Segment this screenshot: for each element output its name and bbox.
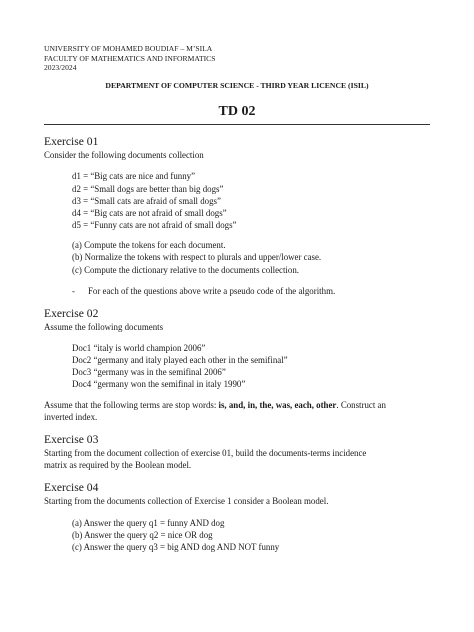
- exercise-04-intro: Starting from the documents collection of Exercise 1 consider a Boolean model.: [44, 496, 329, 506]
- exercise-04-heading: Exercise 04: [44, 481, 99, 494]
- ex1-question-a: (a) Compute the tokens for each document.: [72, 240, 226, 250]
- ex1-doc-d2: d2 = “Small dogs are better than big dogs”: [72, 184, 224, 194]
- exercise-02-intro: Assume the following documents: [44, 322, 164, 332]
- ex1-doc-d4: d4 = “Big cats are not afraid of small dogs”: [72, 208, 227, 218]
- ex1-question-c: (c) Compute the dictionary relative to the documents collection.: [72, 265, 299, 275]
- exercise-01-heading: Exercise 01: [44, 135, 99, 148]
- ex1-question-b: (b) Normalize the tokens with respect to plurals and upper/lower case.: [72, 252, 322, 262]
- ex2-doc-1: Doc1 “italy is world champion 2006”: [72, 343, 206, 353]
- page-title: TD 02: [218, 104, 256, 119]
- ex2-doc-2: Doc2 “germany and italy played each other in the semifinal”: [72, 355, 288, 365]
- ex2-doc-3: Doc3 “germany was in the semifinal 2006”: [72, 367, 226, 377]
- ex1-pseudocode-note: - For each of the questions above write a pseudo code of the algorithm.: [88, 286, 335, 296]
- ex1-doc-d5: d5 = “Funny cats are not afraid of small dogs”: [72, 220, 237, 230]
- ex1-doc-d3: d3 = “Small cats are afraid of small dogs”: [72, 196, 221, 206]
- ex4-query-c: (c) Answer the query q3 = big AND dog AND NOT funny: [72, 542, 280, 552]
- university-name: UNIVERSITY OF MOHAMED BOUDIAF – M’SILA: [44, 44, 213, 53]
- exercise-03-line-2: matrix as required by the Boolean model.: [44, 460, 192, 470]
- stop-words-suffix: . Construct an: [336, 400, 386, 410]
- exercise-02-heading: Exercise 02: [44, 307, 99, 320]
- stop-words-list: is, and, in, the, was, each, other: [218, 400, 337, 410]
- ex2-stop-words-line-2: inverted index.: [44, 412, 98, 422]
- exercise-01-intro: Consider the following documents collection: [44, 150, 204, 160]
- ex4-query-b: (b) Answer the query q2 = nice OR dog: [72, 530, 213, 540]
- exercise-03-line-1: Starting from the document collection of exercise 01, build the documents-terms incidence: [44, 448, 367, 458]
- title-divider: [44, 124, 430, 125]
- exercise-03-heading: Exercise 03: [44, 433, 99, 446]
- ex2-stop-words-line: [44, 400, 386, 410]
- ex4-query-a: (a) Answer the query q1 = funny AND dog: [72, 518, 225, 528]
- academic-year: 2023/2024: [44, 63, 77, 72]
- faculty-name: FACULTY OF MATHEMATICS AND INFORMATICS: [44, 53, 216, 63]
- department-line: DEPARTMENT OF COMPUTER SCIENCE - THIRD YEAR LICENCE (ISIL): [105, 81, 369, 90]
- ex1-doc-d1: d1 = “Big cats are nice and funny”: [72, 171, 196, 181]
- ex2-doc-4: Doc4 “germany won the semifinal in italy 1990”: [72, 379, 246, 389]
- stop-words-prefix: Assume that the following terms are stop words:: [44, 400, 219, 410]
